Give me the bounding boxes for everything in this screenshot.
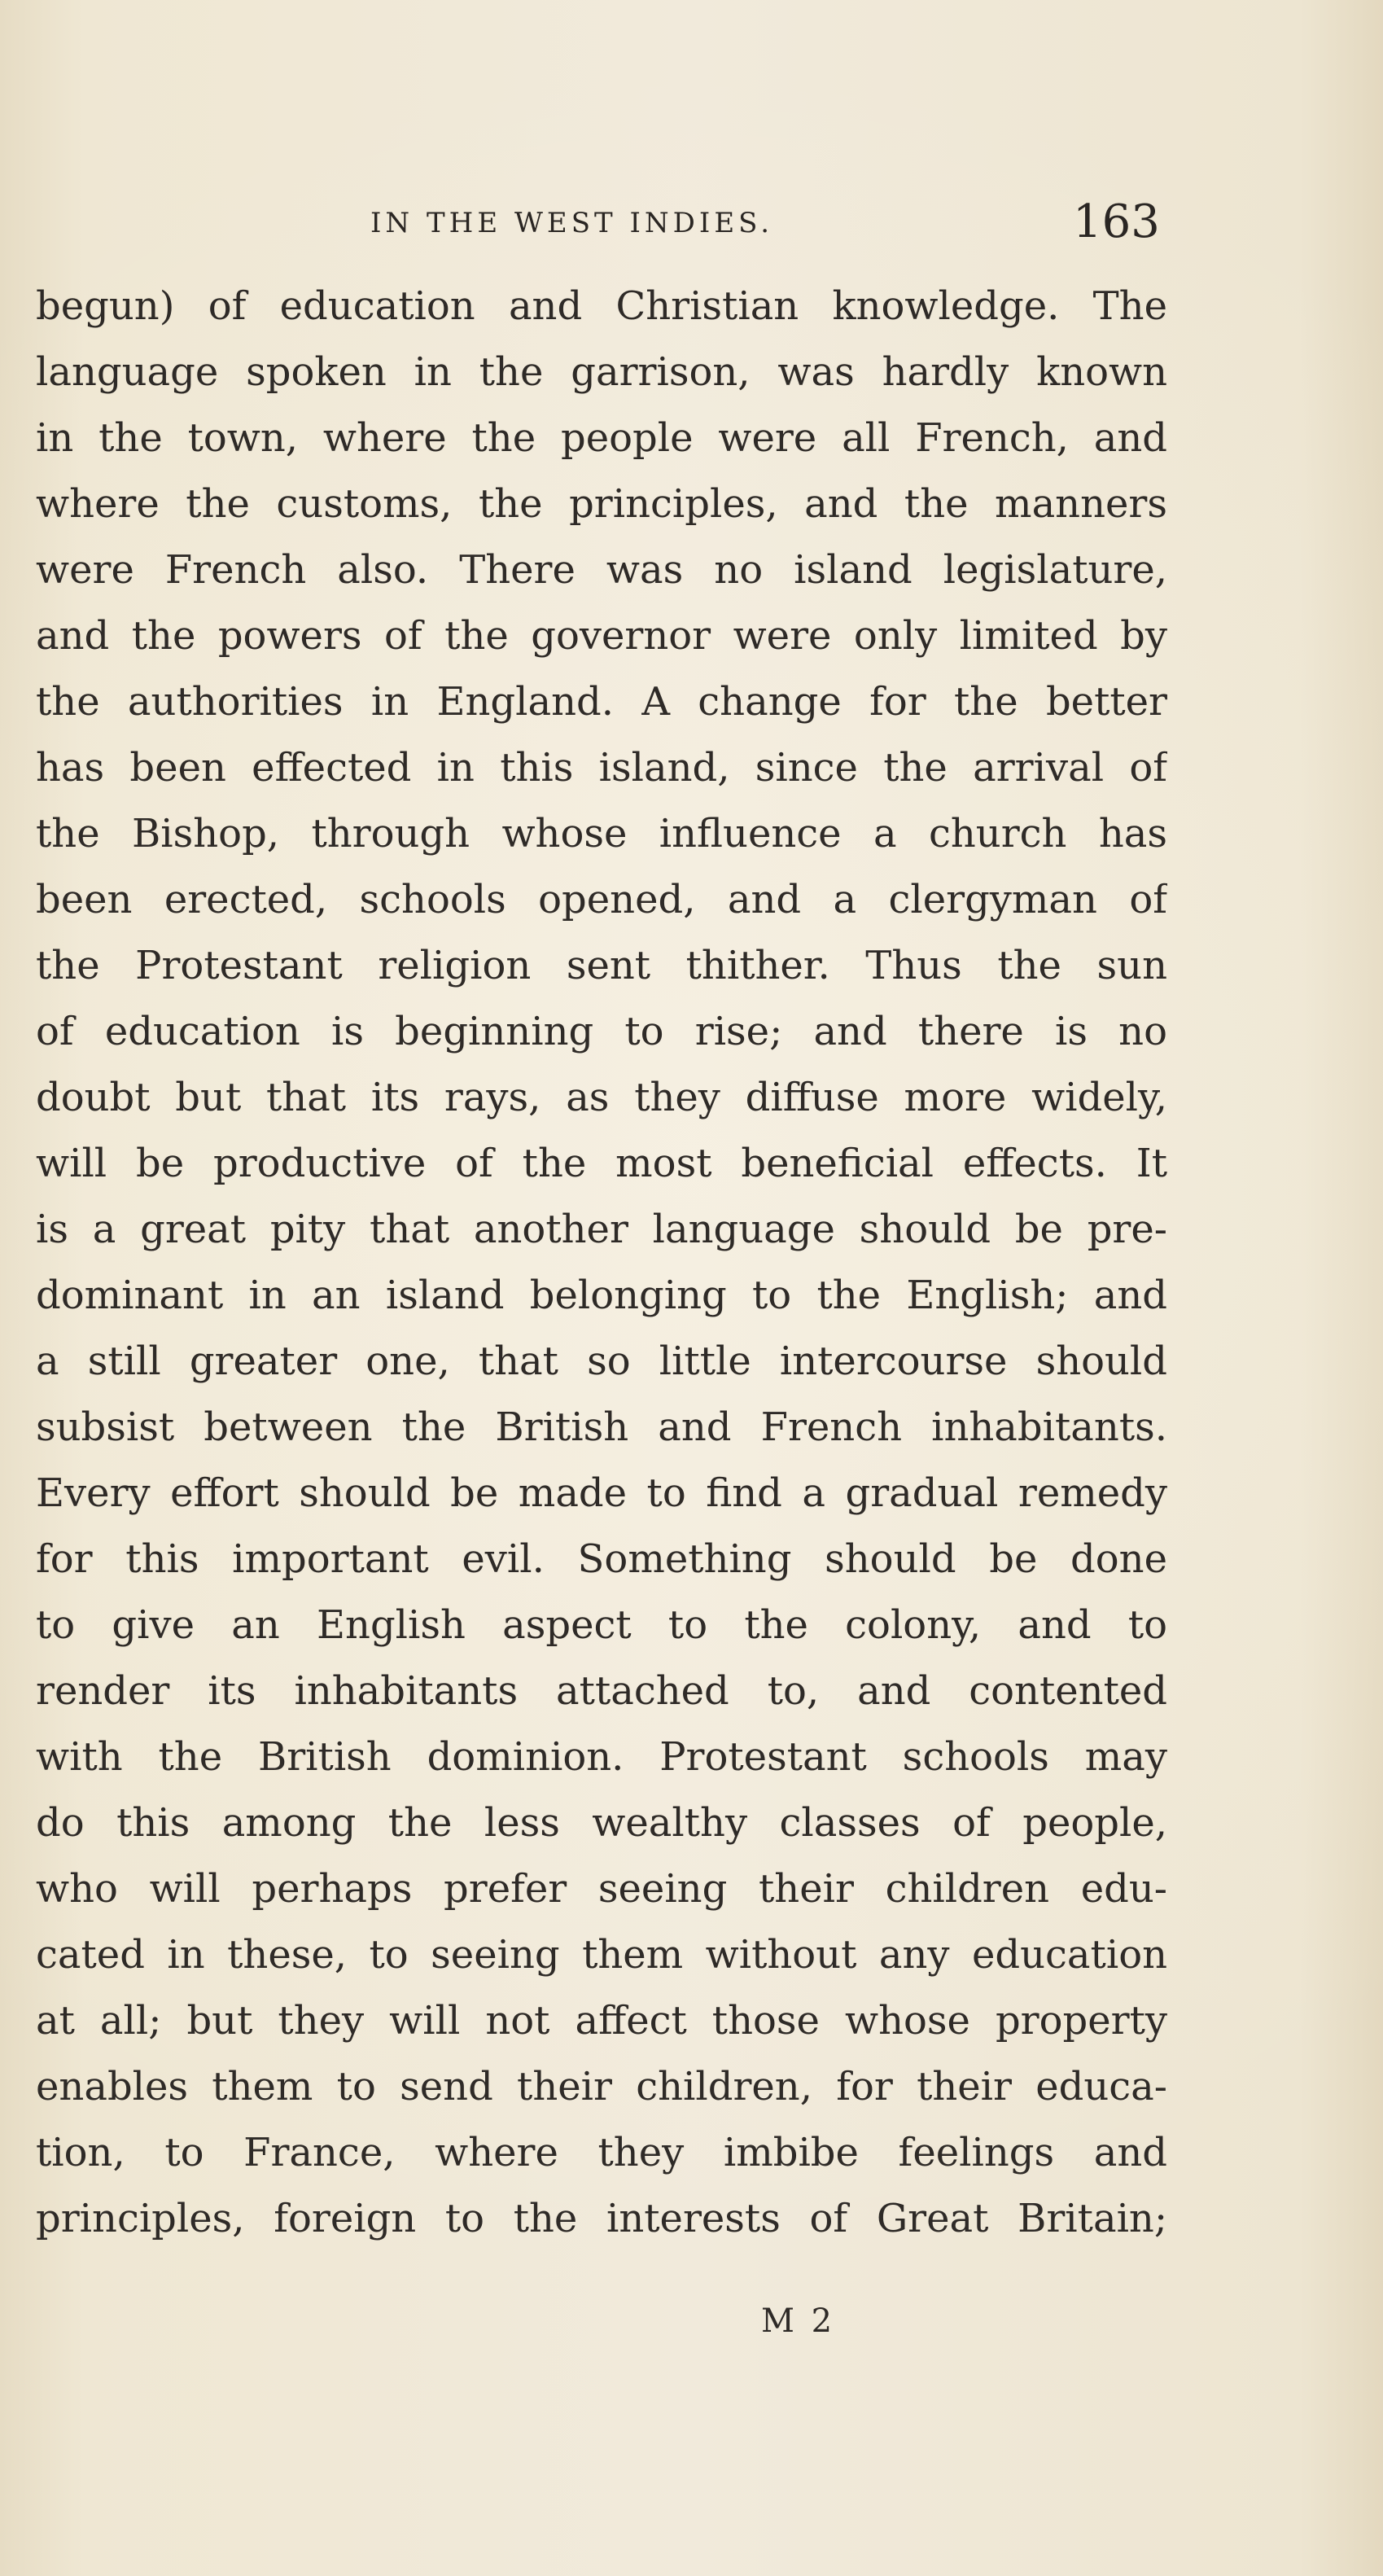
text-line: subsist between the British and French inhabitants. (36, 1404, 1167, 1450)
text-line: were French also. There was no island legislature, (36, 547, 1167, 593)
running-title: IN THE WEST INDIES. (370, 207, 774, 239)
text-line: at all; but they will not affect those whose property (36, 1998, 1167, 2044)
text-line: has been effected in this island, since the arrival of (36, 745, 1167, 791)
text-line: where the customs, the principles, and the manners (36, 481, 1167, 527)
text-line: with the British dominion. Protestant schools may (36, 1734, 1167, 1780)
text-line: the Bishop, through whose influence a church has (36, 811, 1167, 856)
text-line: to give an English aspect to the colony, and to (36, 1602, 1167, 1648)
text-line: a still greater one, that so little intercourse should (36, 1338, 1167, 1384)
text-line: cated in these, to seeing them without any education (36, 1932, 1167, 1978)
text-line: the Protestant religion sent thither. Thus the sun (36, 943, 1167, 988)
text-line: and the powers of the governor were only limited by (36, 613, 1167, 659)
signature-mark: M 2 (761, 2302, 836, 2340)
text-line: do this among the less wealthy classes of people, (36, 1800, 1167, 1846)
text-line: render its inhabitants attached to, and contented (36, 1668, 1167, 1714)
body-text (36, 274, 1167, 2252)
text-line: who will perhaps prefer seeing their children edu- (36, 1866, 1167, 1912)
text-line: Every effort should be made to find a gradual remedy (36, 1470, 1167, 1516)
text-line: enables them to send their children, for their educa- (36, 2064, 1167, 2109)
text-line: the authorities in England. A change for the better (36, 679, 1167, 725)
text-line: for this important evil. Something should be done (36, 1536, 1167, 1582)
text-line: tion, to France, where they imbibe feelings and (36, 2130, 1167, 2175)
text-line: in the town, where the people were all French, and (36, 415, 1167, 461)
text-line: dominant in an island belonging to the English; and (36, 1273, 1167, 1318)
text-line: been erected, schools opened, and a clergyman of (36, 877, 1167, 922)
text-line: language spoken in the garrison, was hardly known (36, 349, 1167, 395)
running-head (0, 195, 1383, 252)
text-line: principles, foreign to the interests of Great Britain; (36, 2196, 1167, 2241)
text-line: will be productive of the most beneficial effects. It (36, 1141, 1167, 1186)
text-line: is a great pity that another language should be pre- (36, 1207, 1167, 1252)
page-number: 163 (1073, 195, 1160, 248)
text-line: doubt but that its rays, as they diffuse more widely, (36, 1075, 1167, 1120)
text-line: of education is beginning to rise; and there is no (36, 1009, 1167, 1054)
text-line: begun) of education and Christian knowledge. The (36, 283, 1167, 329)
